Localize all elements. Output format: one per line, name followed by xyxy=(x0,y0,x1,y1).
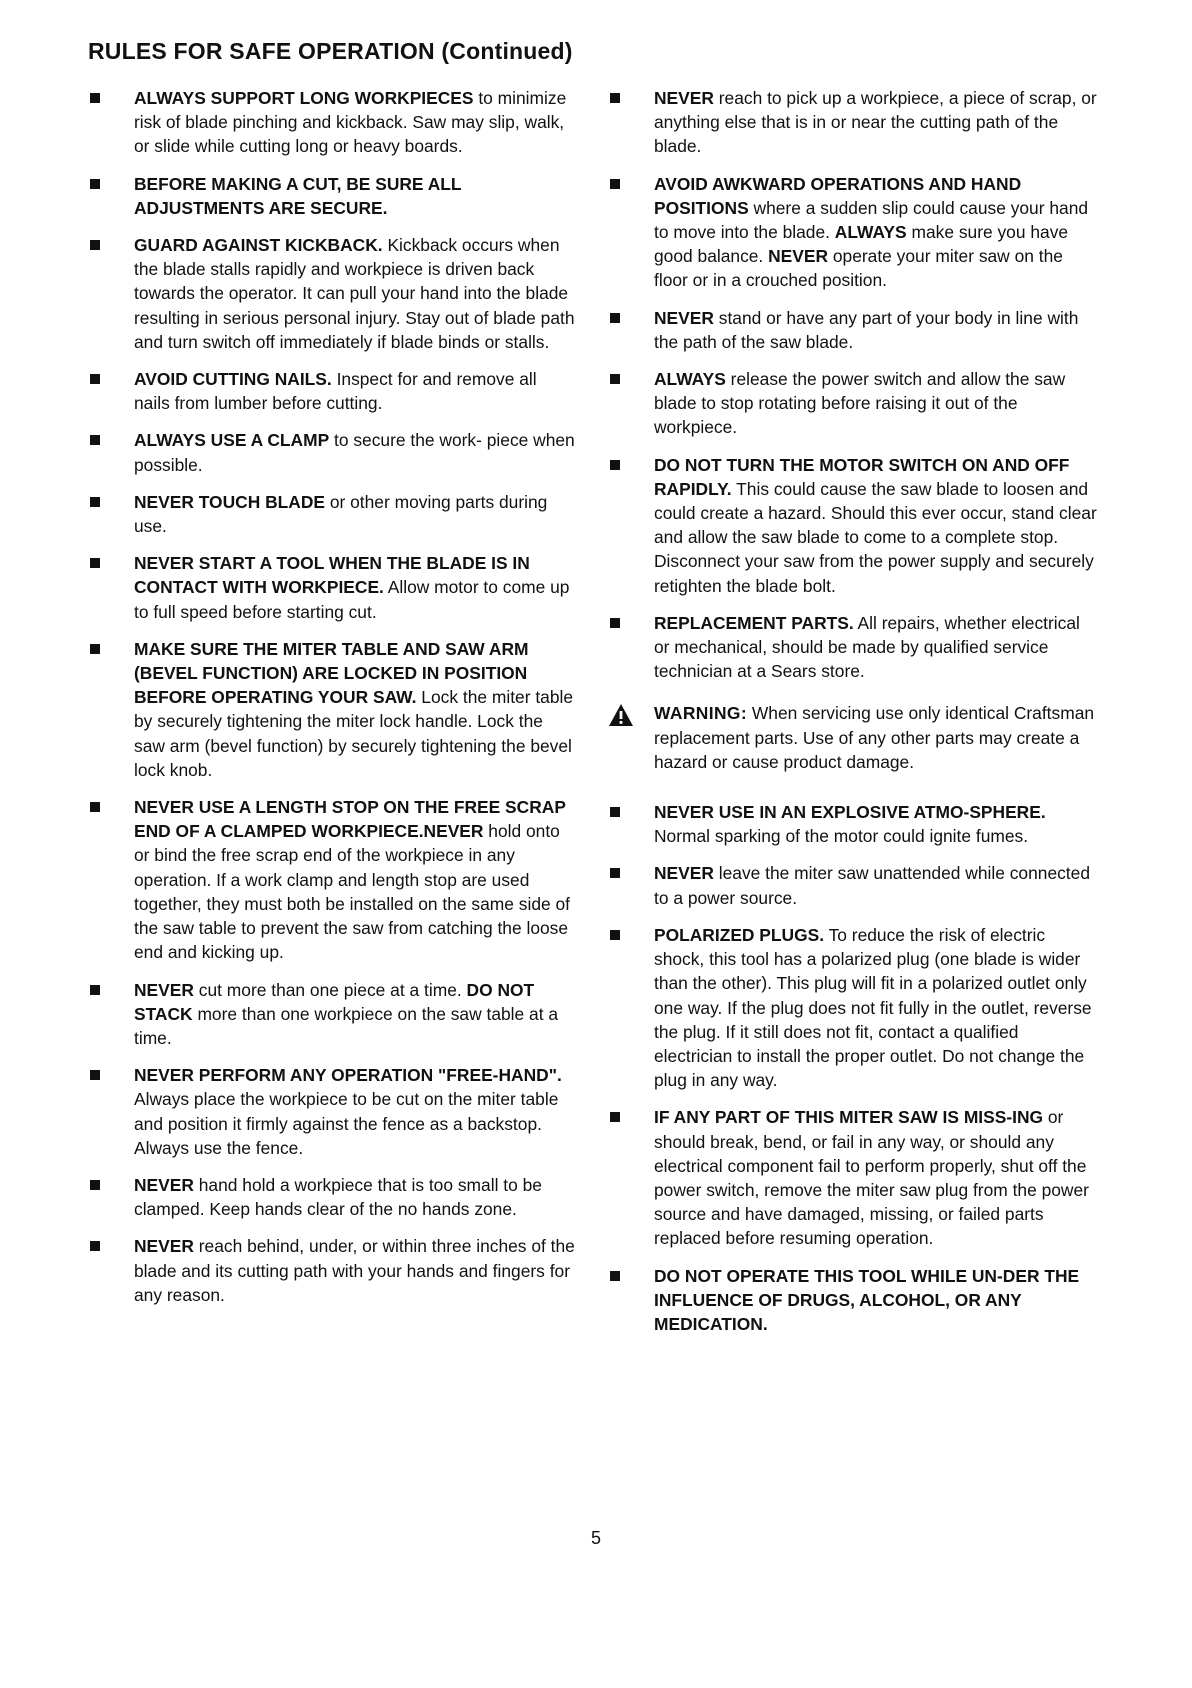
page-number: 5 xyxy=(590,1528,601,1548)
rule-text: reach behind, under, or within three inches of the blade and its cutting path with your hands and fingers for any reason. xyxy=(134,1236,575,1305)
rule-item xyxy=(610,453,1100,598)
rule-heading: NEVER USE IN AN EXPLOSIVE ATMO-SPHERE. xyxy=(654,802,1046,823)
rule-item xyxy=(610,306,1100,354)
rule-heading: ALWAYS USE A CLAMP xyxy=(134,430,330,451)
rule-heading: NEVER xyxy=(134,979,194,1000)
bullet-square-icon xyxy=(90,1070,100,1080)
rule-item xyxy=(90,637,575,782)
rule-item xyxy=(610,800,1100,848)
rule-heading: NEVER xyxy=(768,246,829,267)
rule-text: hold onto or bind the free scrap end of the workpiece in any operation. If a work clamp and length stop are used together, they must both be installed on the same side of the saw table to prevent the saw from catching the loose end and kicking up. xyxy=(134,821,571,963)
rule-heading: IF ANY PART OF THIS MITER SAW IS MISS-ING xyxy=(654,1107,1044,1128)
rule-heading: ALWAYS xyxy=(834,222,907,243)
bullet-square-icon xyxy=(90,93,100,103)
rule-item xyxy=(610,1105,1100,1250)
warning-notice xyxy=(610,701,1100,774)
rule-text: where a sudden slip could cause your hand to move into the blade. xyxy=(654,197,1089,243)
rule-text: hand hold a workpiece that is too small to be clamped. Keep hands clear of the no hands zone. xyxy=(134,1174,542,1220)
rule-heading: REPLACEMENT PARTS. xyxy=(654,612,854,633)
rule-text: release the power switch and allow the saw blade to stop rotating before raising it out of the workpiece. xyxy=(654,369,1066,438)
right-rules-list-top xyxy=(610,86,1100,683)
bullet-square-icon xyxy=(90,497,100,507)
rule-text: This could cause the saw blade to loosen and could create a hazard. Should this ever occur, stand clear and allow the saw blade to come to a complete stop. Disconnect your saw from the power supply and securely retighten the blade bolt. xyxy=(654,478,1097,596)
rule-item xyxy=(90,1173,575,1221)
rule-text: make sure you have good balance. xyxy=(654,222,1069,267)
rule-text: Always place the workpiece to be cut on the miter table and position it firmly against the fence as a backstop. Always use the fence. xyxy=(134,1089,559,1158)
rule-item xyxy=(90,428,575,476)
bullet-square-icon xyxy=(610,868,620,878)
rule-heading: AVOID AWKWARD OPERATIONS AND HAND POSITIONS xyxy=(654,173,1022,218)
rule-heading: MAKE SURE THE MITER TABLE AND SAW ARM (BEVEL FUNCTION) ARE LOCKED IN POSITION BEFORE OPERATING YOUR SAW. xyxy=(134,638,529,708)
bullet-square-icon xyxy=(610,460,620,470)
rule-item xyxy=(90,795,575,964)
rule-heading: DO NOT OPERATE THIS TOOL WHILE UN-DER THE INFLUENCE OF DRUGS, ALCOHOL, OR ANY MEDICATION. xyxy=(654,1265,1080,1334)
bullet-square-icon xyxy=(610,313,620,323)
rule-heading: NEVER xyxy=(654,88,714,108)
rule-item xyxy=(90,1234,575,1307)
bullet-square-icon xyxy=(90,558,100,568)
rule-item xyxy=(610,367,1100,440)
rule-item xyxy=(610,1264,1100,1337)
right-column xyxy=(610,86,1100,1349)
right-rules-list-bottom xyxy=(610,800,1100,1336)
rule-item xyxy=(90,978,575,1051)
rule-item xyxy=(610,172,1100,293)
bullet-square-icon xyxy=(90,985,100,995)
rule-text: or should break, bend, or fail in any way, or should any electrical component fail to perform properly, shut off the power switch, remove the miter saw plug from the power source and have damaged, missing, or failed parts replaced before resuming operation. xyxy=(654,1107,1089,1249)
rule-item xyxy=(90,367,575,415)
rule-heading: NEVER TOUCH BLADE xyxy=(134,491,325,512)
rule-item xyxy=(610,86,1100,159)
rule-heading: NEVER xyxy=(423,821,484,842)
rule-item xyxy=(90,233,575,354)
rule-heading: NEVER xyxy=(134,1174,194,1195)
rule-heading: NEVER USE A LENGTH STOP ON THE FREE SCRAP END OF A CLAMPED WORKPIECE. xyxy=(134,797,566,842)
bullet-square-icon xyxy=(90,179,100,189)
rule-heading: NEVER PERFORM ANY OPERATION "FREE-HAND". xyxy=(134,1065,562,1086)
bullet-square-icon xyxy=(610,179,620,189)
rule-text: stand or have any part of your body in line with the path of the saw blade. xyxy=(654,307,1079,352)
rule-text: All repairs, whether electrical or mechanical, should be made by qualified service technician at a Sears store. xyxy=(654,612,1080,682)
rule-item xyxy=(90,490,575,538)
rule-text: to secure the work- piece when possible. xyxy=(134,430,575,475)
left-rules-list xyxy=(90,86,575,1307)
bullet-square-icon xyxy=(90,435,100,445)
rule-text: Kickback occurs when the blade stalls rapidly and workpiece is driven back towards the operator. It can pull your hand into the blade resulting in serious personal injury. Stay out of blade path and turn switch off immediately if blade binds or stalls. xyxy=(134,235,575,352)
rule-text: operate your miter saw on the floor or in a crouched position. xyxy=(654,246,1063,291)
rule-text: To reduce the risk of electric shock, this tool has a polarized plug (one blade is wider than the other). This plug will fit in a polarized outlet only one way. If the plug does not fit fully in the outlet, reverse the plug. If it still does not fit, contact a qualified electrician to install the proper outlet. Do not change the plug in any way. xyxy=(654,924,1092,1091)
rule-item xyxy=(90,86,575,159)
rule-heading: POLARIZED PLUGS. xyxy=(654,924,825,945)
bullet-square-icon xyxy=(610,374,620,384)
rule-heading: NEVER xyxy=(654,307,714,328)
bullet-square-icon xyxy=(90,240,100,250)
rule-item xyxy=(610,923,1100,1092)
bullet-square-icon xyxy=(90,802,100,812)
bullet-square-icon xyxy=(610,93,620,103)
bullet-square-icon xyxy=(610,807,620,817)
rule-text: reach to pick up a workpiece, a piece of scrap, or anything else that is in or near the cutting path of the blade. xyxy=(654,88,1097,157)
bullet-square-icon xyxy=(90,1241,100,1251)
bullet-square-icon xyxy=(90,374,100,384)
warning-triangle-icon xyxy=(608,703,634,727)
warning-text: When servicing use only identical Craftsman replacement parts. Use of any other parts may create a hazard or cause product damage. xyxy=(654,703,1095,772)
rule-heading: DO NOT TURN THE MOTOR SWITCH ON AND OFF RAPIDLY. xyxy=(654,454,1070,499)
rule-text: Lock the miter table by securely tightening the miter lock handle. Lock the saw arm (bevel function) by securely tightening the bevel lock knob. xyxy=(134,687,574,780)
rule-text: Normal sparking of the motor could ignite fumes. xyxy=(654,826,1029,847)
rule-heading: DO NOT STACK xyxy=(134,979,535,1024)
bullet-square-icon xyxy=(90,1180,100,1190)
rule-heading: ALWAYS SUPPORT LONG WORKPIECES xyxy=(134,88,474,108)
rule-text: more than one workpiece on the saw table at a time. xyxy=(134,1003,559,1048)
rule-heading: ALWAYS xyxy=(654,369,726,390)
rule-item xyxy=(610,861,1100,909)
rule-heading: NEVER xyxy=(654,863,714,884)
left-column xyxy=(90,86,575,1320)
bullet-square-icon xyxy=(610,930,620,940)
rule-item xyxy=(90,1063,575,1160)
rule-text: leave the miter saw unattended while connected to a power source. xyxy=(654,863,1090,908)
bullet-square-icon xyxy=(610,1112,620,1122)
rule-text: Allow motor to come up to full speed before starting cut. xyxy=(134,577,570,622)
rule-item xyxy=(90,172,575,220)
rule-heading: GUARD AGAINST KICKBACK. xyxy=(134,235,383,256)
rule-text: to minimize risk of blade pinching and kickback. Saw may slip, walk, or slide while cutting long or heavy boards. xyxy=(134,88,567,157)
rule-item xyxy=(90,551,575,624)
page-title: RULES FOR SAFE OPERATION (Continued) xyxy=(88,38,573,64)
bullet-square-icon xyxy=(90,644,100,654)
rule-text: Inspect for and remove all nails from lumber before cutting. xyxy=(134,369,537,414)
rule-text: cut more than one piece at a time. xyxy=(193,979,467,1000)
rule-heading: NEVER START A TOOL WHEN THE BLADE IS IN CONTACT WITH WORKPIECE. xyxy=(134,553,530,598)
rule-heading: BEFORE MAKING A CUT, BE SURE ALL ADJUSTMENTS ARE SECURE. xyxy=(134,173,462,218)
rule-heading: NEVER xyxy=(134,1236,194,1257)
rule-heading: AVOID CUTTING NAILS. xyxy=(134,369,332,390)
bullet-square-icon xyxy=(610,618,620,628)
warning-label: WARNING: xyxy=(654,703,748,724)
bullet-square-icon xyxy=(610,1271,620,1281)
rule-text: or other moving parts during use. xyxy=(134,491,548,537)
rule-item xyxy=(610,611,1100,684)
